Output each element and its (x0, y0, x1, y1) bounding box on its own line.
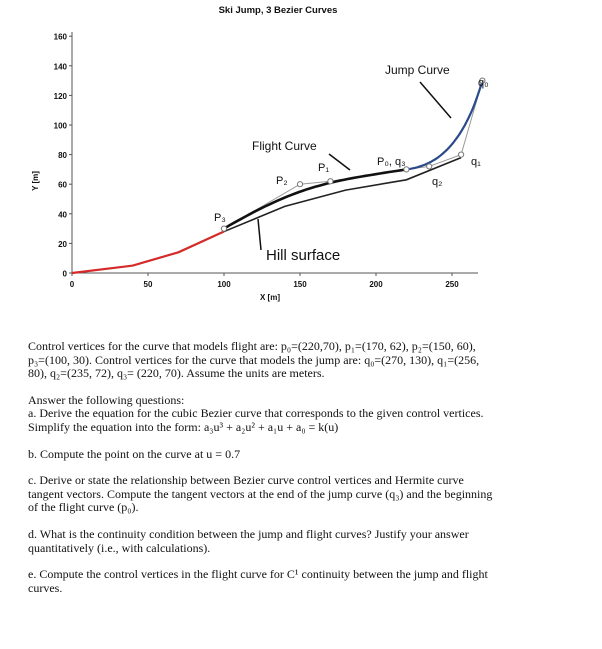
control-vertex-marker (297, 182, 302, 187)
jump-curve-label: Jump Curve (385, 63, 450, 77)
y-tick-label: 20 (58, 239, 67, 249)
y-tick-label: 140 (53, 62, 67, 72)
y-tick-label: 0 (62, 269, 67, 279)
question-a (28, 394, 583, 435)
question-b (28, 448, 583, 462)
question-c-line: c. Derive or state the relationship between Bezier curve control vertices and Hermite curve (28, 473, 464, 488)
intro-paragraph (28, 340, 583, 381)
question-a-line: Simplify the equation into the form: a₃u³ + a₂u² + a₁u + a₀ = k(u) (28, 419, 339, 434)
y-tick-label: 40 (58, 210, 67, 220)
hill-surface-curve (224, 158, 461, 232)
question-a-line: a. Derive the equation for the cubic Bezier curve that corresponds to the given control vertices. (28, 406, 484, 421)
p3-label: P₃ (214, 212, 226, 224)
inrun-curve (72, 232, 224, 273)
intro-line: p₃=(100, 30). Control vertices for the curve that models the jump are: q₀=(270, 130), q₁=(256, (28, 352, 480, 367)
question-c-line: tangent vectors. Compute the tangent vectors at the end of the jump curve (q₃) and the beginning (28, 486, 493, 501)
question-d-line: quantitatively (i.e., with calculations). (28, 540, 211, 555)
x-tick-label: 0 (69, 280, 75, 289)
jump-curve-pointer (420, 82, 451, 118)
questions-header: Answer the following questions: (28, 392, 185, 407)
q0-label: q₀ (478, 77, 489, 89)
p2-label: P₂ (276, 175, 288, 187)
x-tick-label: 50 (143, 280, 153, 289)
p1-label: P₁ (318, 162, 330, 174)
question-e-line: e. Compute the control vertices in the flight curve for C¹ continuity between the jump and flight (28, 567, 488, 582)
x-tick-label: 100 (217, 280, 231, 289)
x-tick-label: 250 (445, 280, 459, 289)
question-c (28, 474, 583, 515)
question-b-line: b. Compute the point on the curve at u = 0.7 (28, 446, 241, 461)
control-vertex-marker (427, 164, 432, 169)
q2-label: q₂ (432, 176, 443, 188)
control-vertex-marker (459, 152, 464, 157)
y-ticks (54, 33, 72, 279)
question-e-line: curves. (28, 580, 63, 595)
control-vertex-marker (221, 226, 226, 231)
x-ticks (70, 273, 459, 289)
q1-label: q₁ (471, 156, 481, 168)
intro-line: 80), q₂=(235, 72), q₃= (220, 70). Assume the units are meters. (28, 366, 325, 381)
intro-line: Control vertices for the curve that models flight are: p₀=(220,70), p₁=(170, 62), p₂=(150, 60), (28, 339, 476, 353)
y-tick-label: 60 (58, 180, 67, 190)
y-tick-label: 80 (58, 151, 67, 161)
hill-surface-label: Hill surface (266, 247, 341, 264)
y-tick-label: 100 (53, 121, 67, 131)
y-tick-label: 120 (53, 91, 67, 101)
question-d (28, 528, 583, 555)
flight-curve-label: Flight Curve (252, 139, 317, 153)
problem-text (28, 340, 583, 595)
control-vertex-marker (328, 179, 333, 184)
y-tick-label: 160 (53, 32, 67, 42)
question-d-line: d. What is the continuity condition between the jump and flight curves? Justify your answer (28, 526, 469, 541)
figure-title: Ski Jump, 3 Bezier Curves (218, 5, 338, 16)
x-tick-label: 200 (369, 280, 383, 289)
question-c-line: of the flight curve (p₀). (28, 500, 139, 515)
p0-q3-label: P₀, q₃ (377, 156, 406, 168)
hill-surface-pointer (258, 219, 261, 250)
flight-curve-pointer (329, 154, 350, 170)
x-tick-label: 150 (293, 280, 307, 289)
x-axis-label: X [m] (260, 293, 280, 302)
y-axis-label: Y [m] (31, 171, 40, 191)
question-e (28, 568, 583, 595)
